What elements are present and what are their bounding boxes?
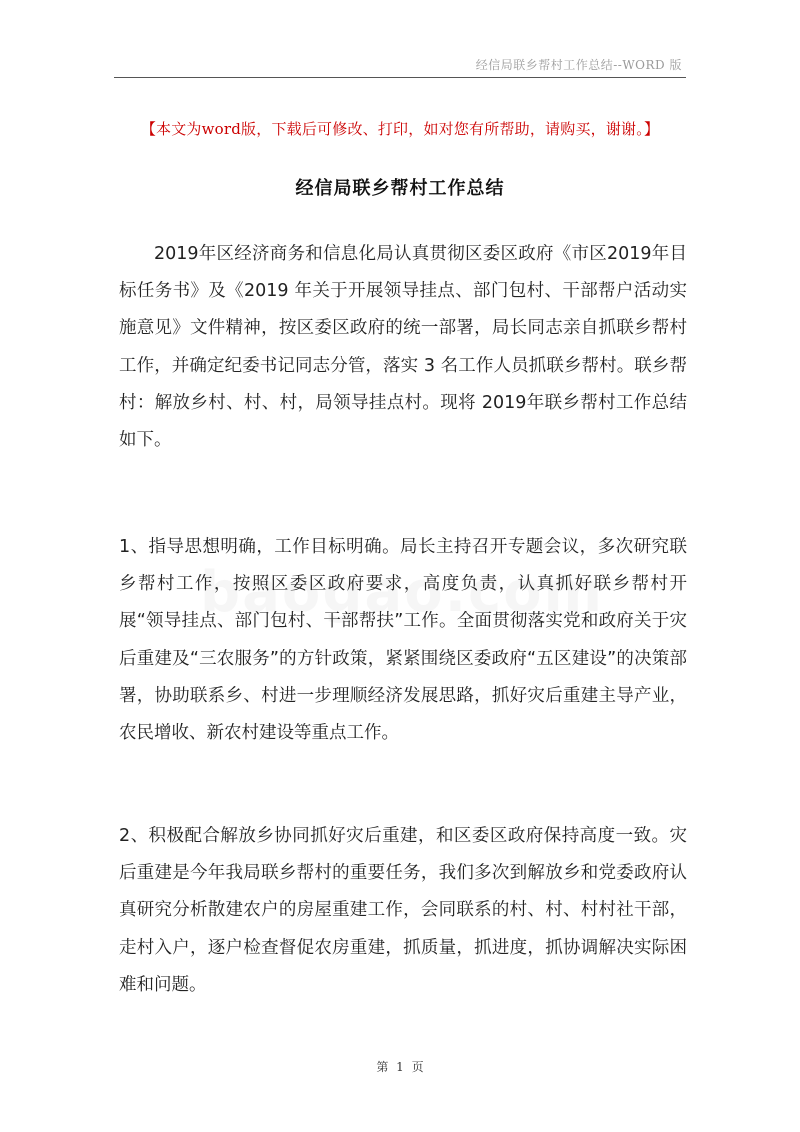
running-header: 经信局联乡帮村工作总结--WORD 版 [475, 58, 682, 72]
paragraph-intro: 2019年区经济商务和信息化局认真贯彻区委区政府《市区2019年目标任务书》及《2019 年关于开展领导挂点、部门包村、干部帮户活动实施意见》文件精神，按区委区政府的统一部署，局长同志亲自抓联乡帮村工作，并确定纪委书记同志分管，落实 3 名工作人员抓联乡帮村。联乡帮村：解放乡村、村、村，局领导挂点村。现将 2019年联乡帮村工作总结如下。 [119, 244, 687, 451]
document-title: 经信局联乡帮村工作总结 [295, 178, 505, 199]
paragraph-item-2: 2、积极配合解放乡协同抓好灾后重建，和区委区政府保持高度一致。灾后重建是今年我局联乡帮村的重要任务，我们多次到解放乡和党委政府认真研究分析散建农户的房屋重建工作，会同联系的村、村、村村社干部，走村入户，逐户检查督促农房重建，抓质量，抓进度，抓协调解决实际困难和问题。 [119, 826, 687, 995]
paragraph-item-1: 1、指导思想明确，工作目标明确。局长主持召开专题会议，多次研究联乡帮村工作，按照区委区政府要求，高度负责，认真抓好联乡帮村开展“领导挂点、部门包村、干部帮扶”工作。全面贯彻落实党和政府关于灾后重建及“三农服务”的方针政策，紧紧围绕区委政府“五区建设”的决策部署，协助联系乡、村进一步理顺经济发展思路，抓好灾后重建主导产业，农民增收、新农村建设等重点工作。 [119, 537, 687, 744]
page-number: 第 1 页 [376, 1060, 424, 1074]
header-divider [114, 77, 686, 78]
purchase-notice: 【本文为word版，下载后可修改、打印，如对您有所帮助，请购买，谢谢。】 [140, 120, 660, 138]
